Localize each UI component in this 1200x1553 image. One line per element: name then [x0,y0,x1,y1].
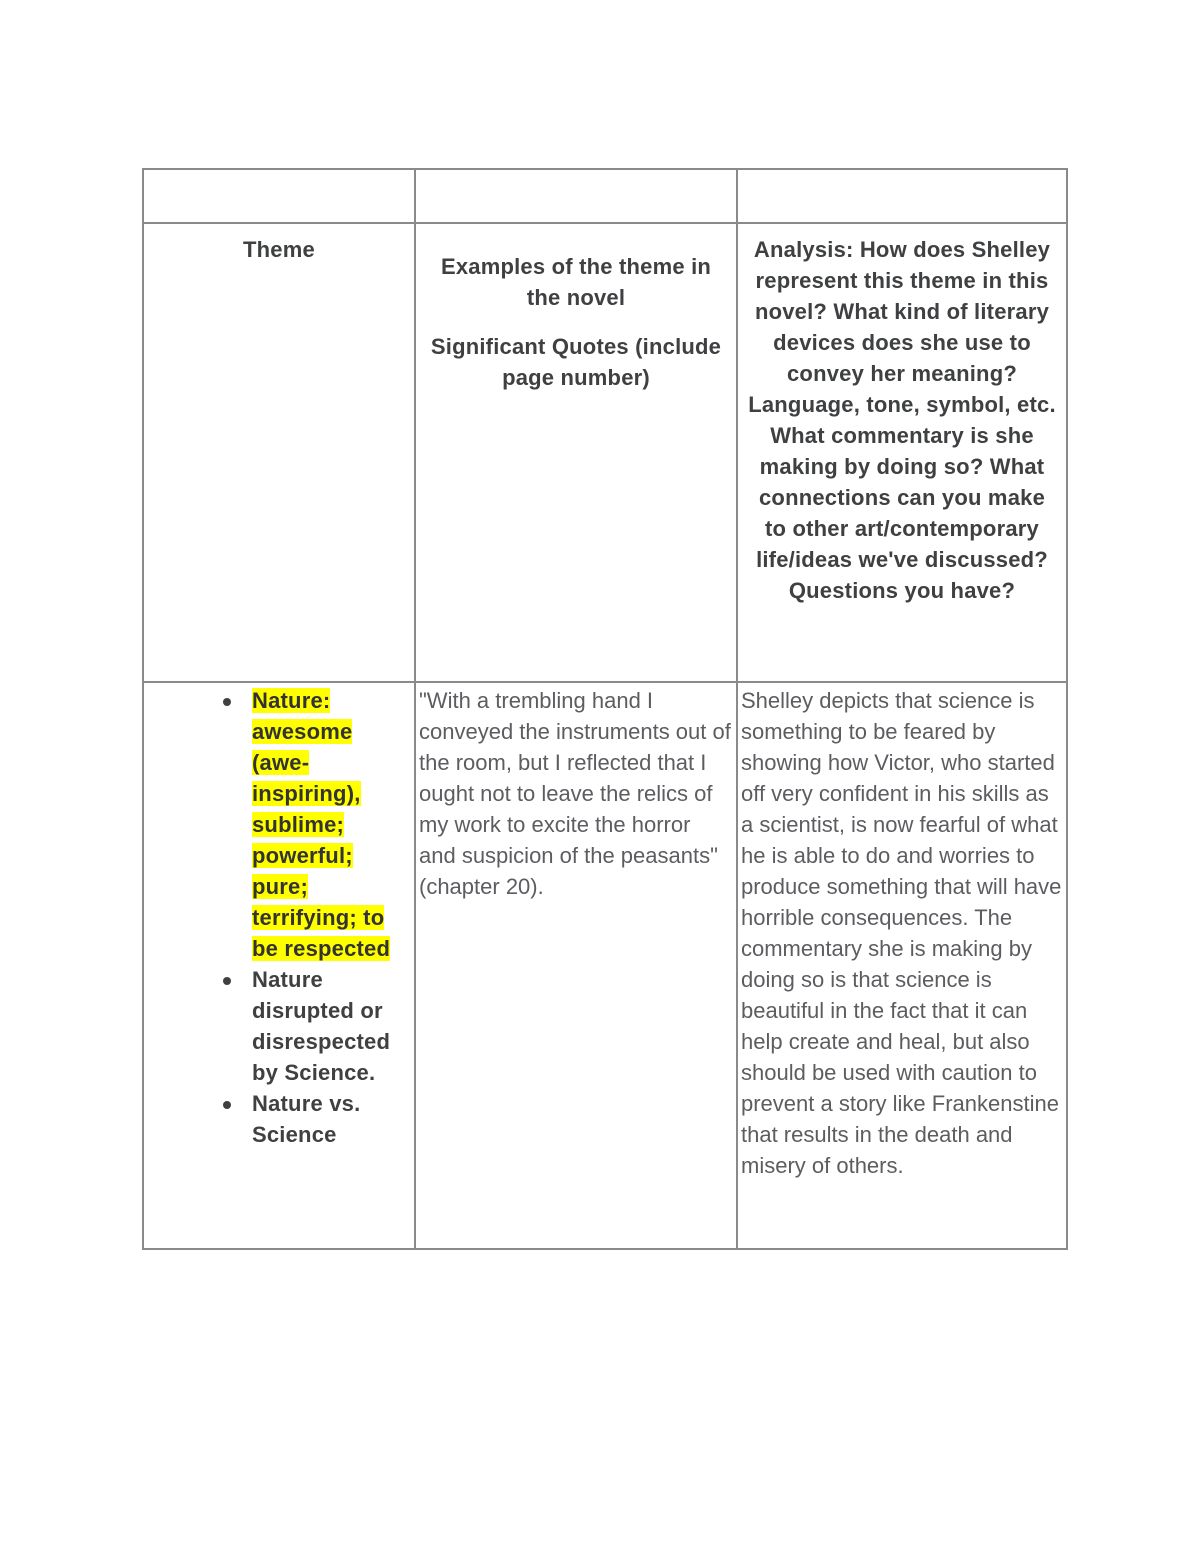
highlighted-theme: Nature: awesome (awe-inspiring), sublime; powerful; pure; terrifying; to be respected [252,688,391,961]
examples-header: Examples of the theme in the novel [440,254,712,310]
theme-header: Theme [243,237,315,262]
list-item [144,685,398,964]
list-item [144,964,398,1088]
theme-header-cell [143,223,415,682]
examples-header-cell [415,223,737,682]
empty-cell-3 [737,169,1067,223]
quotes-subheader: Significant Quotes (include page number) [430,334,722,390]
header-row [143,223,1067,682]
empty-top-row [143,169,1067,223]
empty-cell-2 [415,169,737,223]
theme-cell [143,682,415,1249]
quote-text: "With a trembling hand I conveyed the instruments out of the room, but I reflected that I ought not to leave the relics of my work to excite the horror and suspicion of the peasants" (chapter 20). [419,688,731,899]
analysis-text: Shelley depicts that science is something to be feared by showing how Victor, who started off very confident in his skills as a scientist, is now fearful of what he is able to do and worries to produce something that will have horrible consequences. The commentary she is making by doing so is that science is beautiful in the fact that it can help create and heal, but also should be used with caution to prevent a story like Frankenstine that results in the death and misery of others. [741,688,1062,1178]
list-item [144,1088,398,1150]
empty-cell-1 [143,169,415,223]
content-row [143,682,1067,1249]
analysis-header: Analysis: How does Shelley represent this theme in this novel? What kind of literary devices does she use to convey her meaning? Language, tone, symbol, etc. What commentary is she making by doing so? What connections can you make to other art/contemporary life/ideas we've discussed? Questions you have? [748,237,1056,603]
bullet-icon [223,698,231,706]
analysis-header-cell [737,223,1067,682]
theme-text: Nature vs. Science [252,1091,361,1147]
theme-text: Nature disrupted or disrespected by Science. [252,967,391,1085]
theme-analysis-table [142,168,1068,1250]
bullet-icon [223,1101,231,1109]
quote-cell [415,682,737,1249]
theme-list [144,683,414,1150]
bullet-icon [223,977,231,985]
analysis-cell [737,682,1067,1249]
